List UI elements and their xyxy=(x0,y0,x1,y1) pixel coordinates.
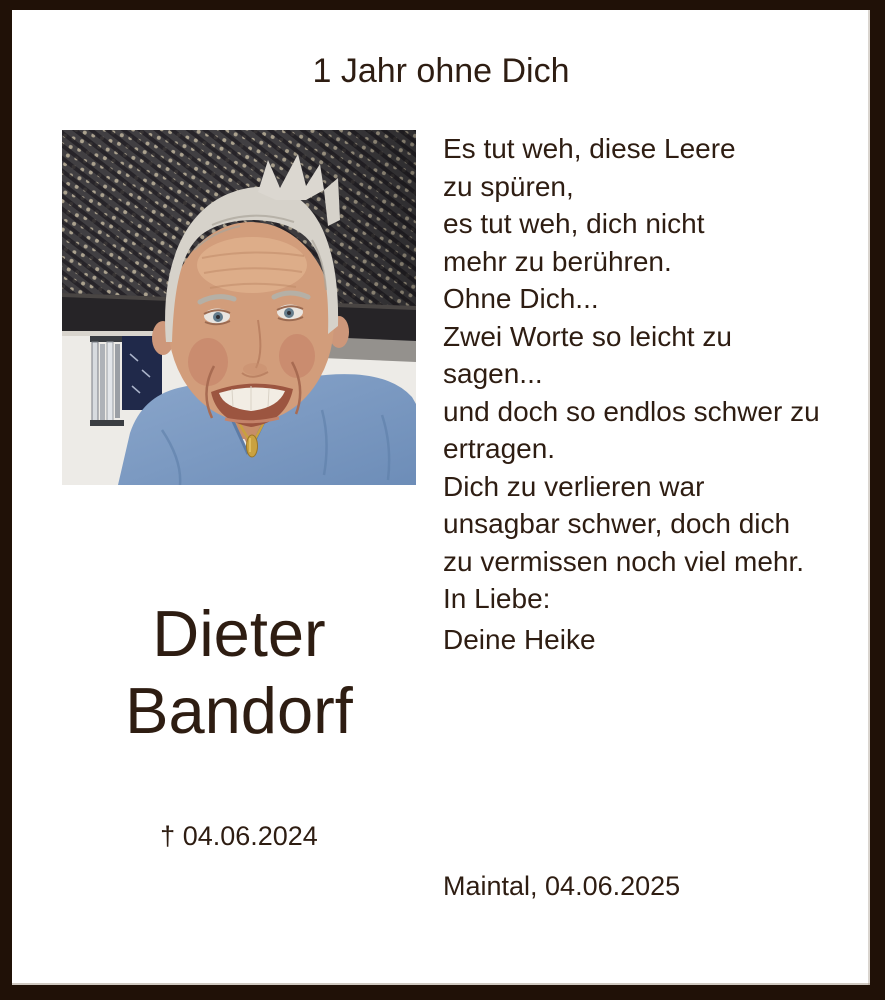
poem-lines xyxy=(443,130,858,618)
poem-line: es tut weh, dich nicht xyxy=(443,208,705,239)
poem-line: Zwei Worte so leicht zu xyxy=(443,320,732,352)
poem-line: Ohne Dich... xyxy=(443,283,599,314)
memorial-title: 1 Jahr ohne Dich xyxy=(312,52,570,90)
deceased-first-name: Dieter xyxy=(152,597,326,670)
deceased-name xyxy=(62,595,416,749)
portrait-illustration xyxy=(62,130,416,485)
death-date: † 04.06.2024 xyxy=(160,821,318,851)
poem-line: Dich zu verlieren war xyxy=(443,470,705,502)
poem-line: und doch so endlos schwer zu xyxy=(443,395,820,427)
poem-signature: Deine Heike xyxy=(443,623,596,655)
deceased-last-name: Bandorf xyxy=(125,674,353,747)
poem-line: zu spüren, xyxy=(443,170,574,202)
poem-line: ertragen. xyxy=(443,433,556,464)
place-and-date: Maintal, 04.06.2025 xyxy=(443,871,681,901)
poem-line: sagen... xyxy=(443,358,543,389)
poem-line: mehr zu berühren. xyxy=(443,245,672,277)
poem-line: zu vermissen noch viel mehr. xyxy=(443,545,805,577)
poem-line: unsagbar schwer, doch dich xyxy=(443,508,791,539)
poem-line: Es tut weh, diese Leere xyxy=(443,133,736,164)
chrome-bracket xyxy=(90,336,124,426)
memorial-poem xyxy=(443,130,858,658)
poem-line: In Liebe: xyxy=(443,583,551,614)
portrait-photo xyxy=(62,130,416,485)
